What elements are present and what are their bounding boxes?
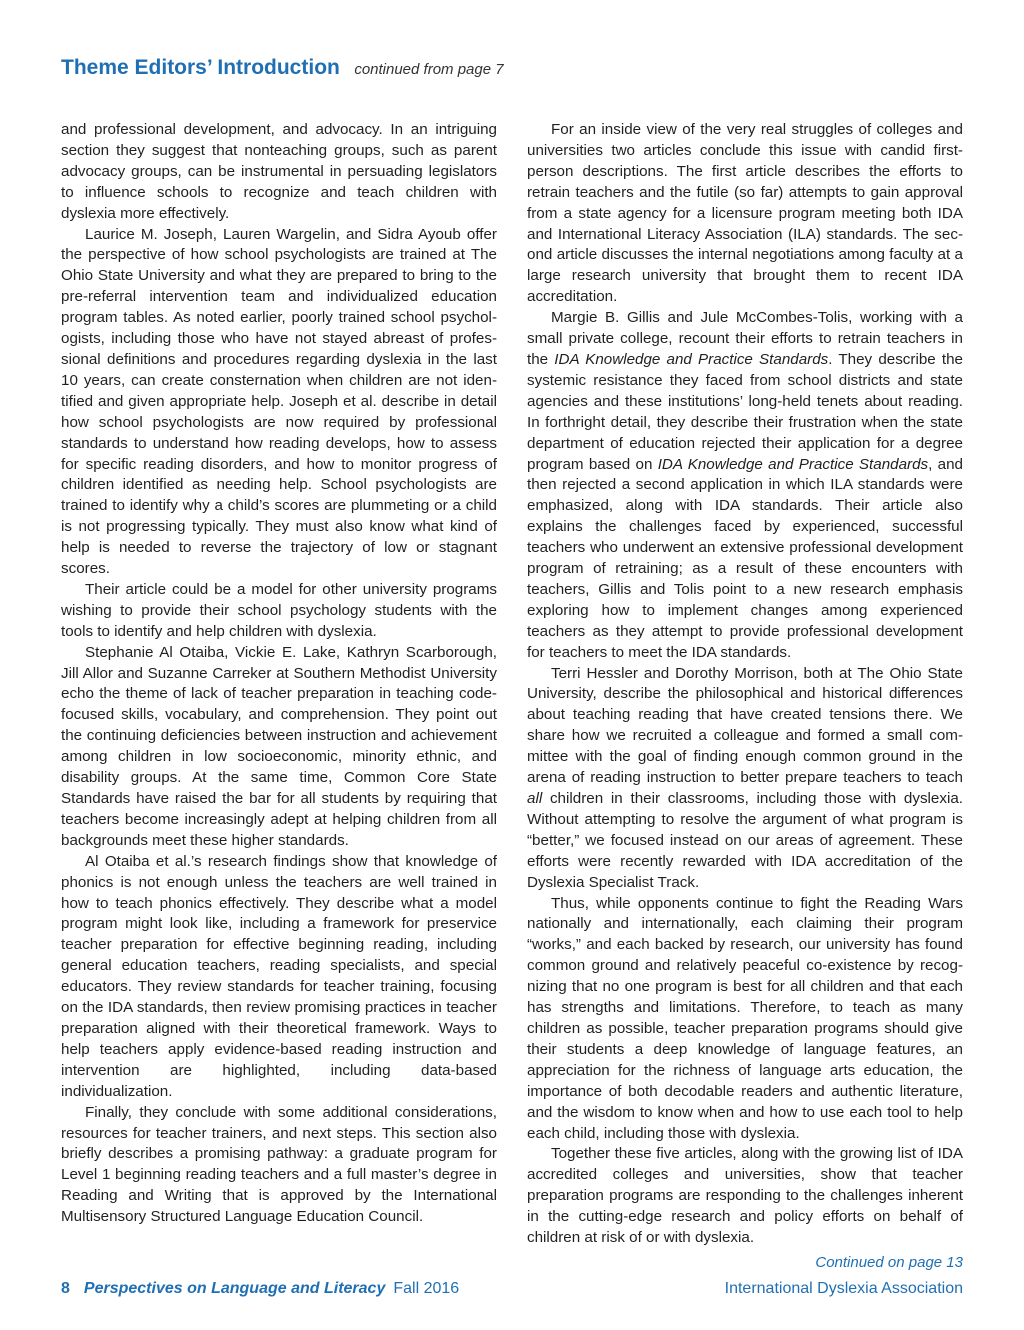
- paragraph: Stephanie Al Otaiba, Vickie E. Lake, Kathryn Scarborough, Jill Allor and Suzanne Carreker at Southern Methodist University echo the theme of lack of teacher preparation in teaching code-focused skills, vocabulary, and comprehension. They point out the continuing deficiencies between instruction and achievement among children in low socioeconomic, minority ethnic, and disability groups. At the same time, Common Core State Standards have raised the bar for all students by requiring that teachers become increasingly adept at helping children from all backgrounds meet these higher standards.: [61, 643, 497, 849]
- italic-title: IDA Knowledge and Practice Standards: [554, 350, 829, 368]
- text-run: Margie B. Gillis and Jule McCombes-Tolis, working with a small private college, recount their efforts to retrain teachers in the: [527, 309, 963, 368]
- journal-title: Perspectives on Language and Literacy: [83, 1280, 386, 1297]
- continued-from-note: continued from page 7: [354, 61, 504, 78]
- page-number: 8: [61, 1280, 70, 1297]
- text-run: , and then rejected a second application in which ILA standards were emphasized, along with IDA standards. Their article also explains the challenges faced by experienced, successful teachers who underwent an extensive professional development program of retraining; as a result of these encounters with teachers, Gillis and Tolis point to a new research emphasis exploring how to implement changes among experienced teachers as they attempt to provide professional development for teachers to meet the IDA standards.: [527, 455, 963, 661]
- paragraph: For an inside view of the very real struggles of colleges and universities two articles conclude this issue with candid first-person descriptions. The first article describes the efforts to retrain teachers and the futile (so far) attempts to gain approval from a state agency for a licensure program meeting both IDA and International Literacy Association (ILA) standards. The second article discusses the internal negotiations among faculty at a large research university that brought them to recent IDA accreditation.: [527, 121, 963, 306]
- paragraph: [527, 664, 963, 894]
- paragraph: Thus, while opponents continue to fight the Reading Wars nationally and internationally, each claiming their program “works,” and each backed by research, our university has found common ground and relatively peaceful co-existence by recognizing that no one program is best for all children and that each has strengths and limitations. Therefore, to teach as many children as possible, teacher preparation programs should give their students a deep knowledge of language features, an appreciation for the richness of language arts education, the importance of both decodable readers and authentic literature, and the wisdom to know when and how to use each tool to help each child, including those with dyslexia.: [527, 894, 963, 1142]
- paragraph: Finally, they conclude with some additional considerations, resources for teacher trainers, and next steps. This section also briefly describes a promising pathway: a graduate program for Level 1 beginning reading teachers and a full master’s degree in Reading and Writing that is approved by the International Multisensory Structured Language Education Council.: [61, 1103, 497, 1226]
- text-run: children in their classrooms, including those with dyslexia. Without attempting to resolve the argument of what program is “better,” we focused instead on our areas of agreement. These efforts were recently rewarded with IDA accreditation of the Dyslexia Specialist Track.: [527, 790, 963, 891]
- issue-label: Fall 2016: [393, 1280, 460, 1297]
- italic-emphasis: all: [527, 790, 543, 807]
- italic-title: IDA Knowledge and Practice Standards: [657, 455, 929, 473]
- continued-on-note: Continued on page 13: [815, 1253, 963, 1271]
- paragraph: [527, 308, 963, 663]
- paragraph: and professional development, and advocacy. In an intriguing section they suggest that nonteaching groups, such as parent advocacy groups, can be instrumental in persuading legislators to influence schools to recognize and teach children with dyslexia more effectively.: [61, 121, 497, 222]
- text-run: Terri Hessler and Dorothy Morrison, both at The Ohio State University, describe the philosophical and historical differences about teaching reading that have created tensions there. We share how we recruited a colleague and formed a small committee with the goal of finding enough common ground in the arena of reading instruction to better prepare teachers to teach: [527, 664, 963, 787]
- section-title: Theme Editors’ Introduction: [61, 56, 340, 79]
- paragraph: Their article could be a model for other university programs wishing to provide their school psychology students with the tools to identify and help children with dyslexia.: [61, 580, 497, 640]
- paragraph: Laurice M. Joseph, Lauren Wargelin, and Sidra Ayoub offer the perspective of how school psychologists are trained at The Ohio State University and what they are prepared to bring to the pre-referral intervention team and individualized education program tables. As noted earlier, poorly trained school psychologists, including those who have not stayed abreast of professional definitions and procedures regarding dyslexia in the last 10 years, can create consternation when children are not identified and given appropriate help. Joseph et al. describe in detail how school psychologists are now required by professional standards to understand how reading develops, how to assess for specific reading disorders, and how to monitor progress of children identified as needing help. School psychologists are trained to identify why a child’s scores are plummeting or a child is not progressing typically. They must also know what kind of help is needed to reverse the trajectory of low or stagnant scores.: [61, 225, 497, 578]
- page-header: [61, 56, 504, 80]
- paragraph: Al Otaiba et al.’s research findings show that knowledge of phonics is not enough unless the teachers are well trained in how to teach phonics effectively. They describe what a model program might look like, including a framework for preservice teacher preparation for effective beginning reading, including general education teachers, reading specialists, and special educators. They review standards for teacher training, focusing on the IDA standards, then review promising practices in teacher preparation aligned with their theoretical framework. Ways to help teachers apply evidence-based reading instruction and intervention are highlighted, including data-based individualization.: [61, 852, 497, 1100]
- organization-name: International Dyslexia Association: [724, 1280, 963, 1297]
- right-column: [527, 120, 963, 1274]
- text-run: . They describe the systemic resistance they faced from school districts and state agencies and these institutions’ long-held tenets about reading. In forthright detail, they describe their frustration when the state department of education rejected their application for a degree program based on: [527, 350, 963, 473]
- page-footer: [61, 1280, 963, 1298]
- left-column: [61, 120, 497, 1228]
- paragraph: Together these five articles, along with the growing list of IDA accredited colleges and universities, show that teacher preparation programs are responding to the challenges inherent in the cutting-edge research and policy efforts on behalf of children at risk of or with dyslexia.: [527, 1145, 963, 1247]
